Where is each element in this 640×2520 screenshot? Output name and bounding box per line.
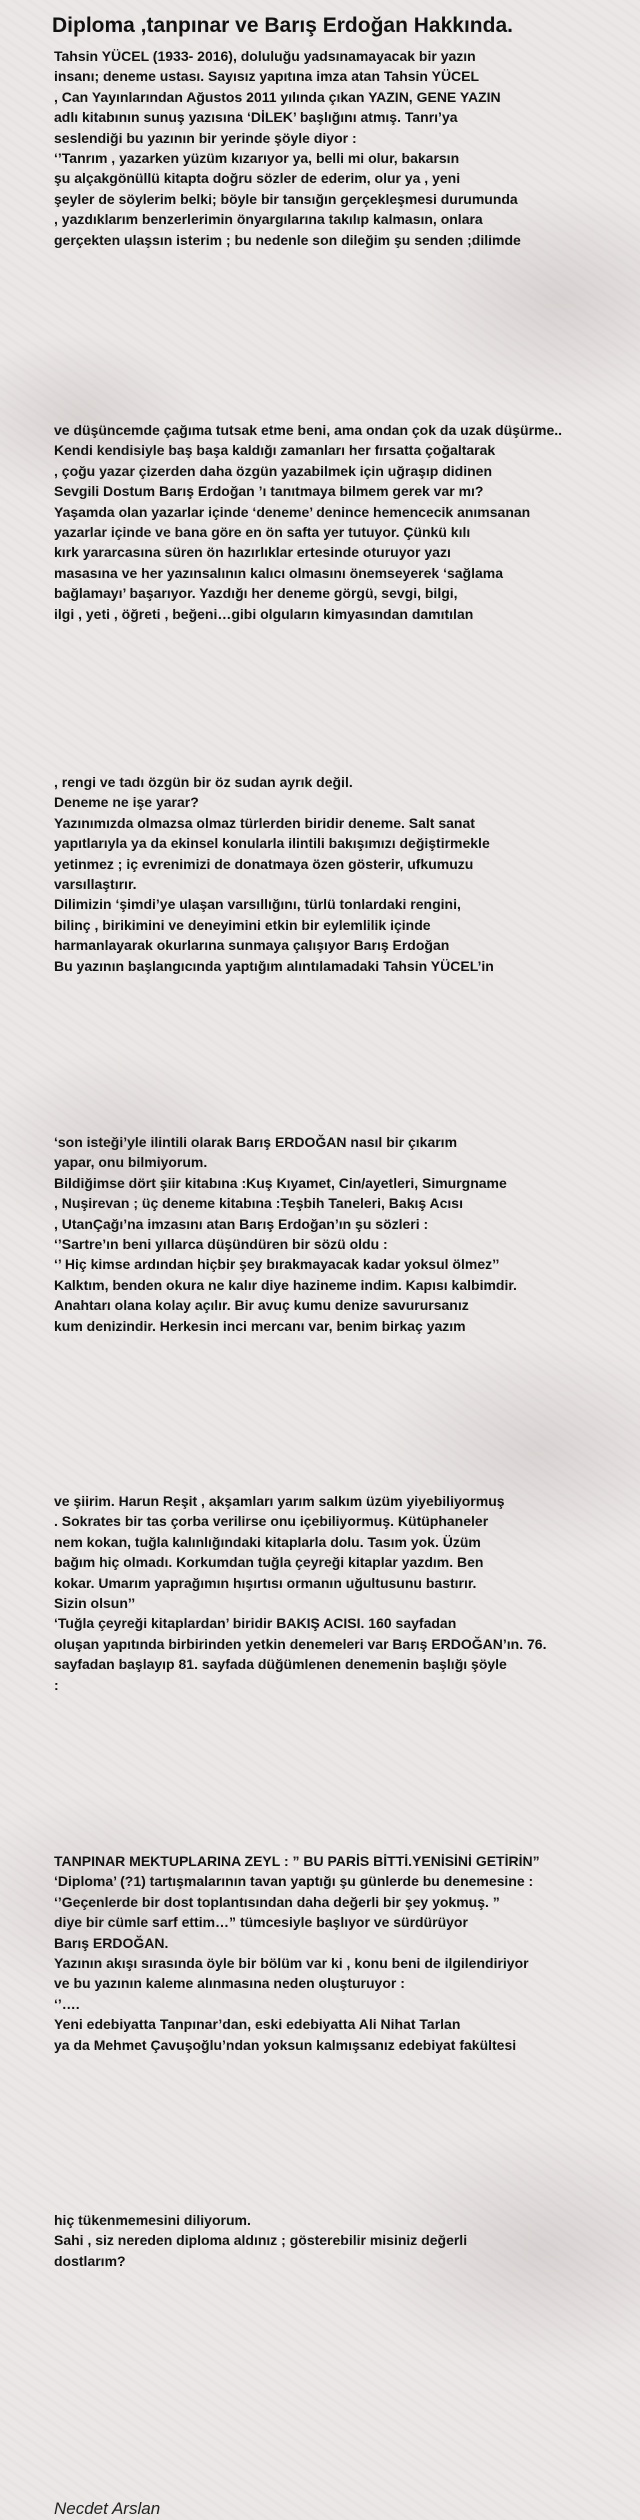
text-line: ve şiirim. Harun Reşit , akşamları yarım salkım üzüm yiyebiliyormuş — [54, 1493, 505, 1509]
text-line: insanı; deneme ustası. Sayısız yapıtına imza atan Tahsin YÜCEL — [54, 68, 480, 85]
text-line: Bu yazının başlangıcında yaptığım alıntılamadaki Tahsin YÜCEL’in — [54, 957, 494, 974]
text-block-5 — [54, 1491, 634, 1695]
text-line: varsıllaştırır. — [54, 876, 137, 893]
text-line: Kendi kendisiyle baş başa kaldığı zamanları her fırsatta çoğaltarak — [54, 442, 496, 459]
text-line: gerçekten ulaşsın isterim ; bu nedenle son dileğim şu senden ;dilimde — [54, 231, 521, 248]
text-line: seslendiği bu yazının bir yerinde şöyle diyor : — [54, 129, 357, 146]
text-block-1 — [54, 46, 634, 250]
text-line: bilinç , birikimini ve deneyimini etkin bir eylemlilik içinde — [54, 916, 431, 933]
text-line: yazarlar içinde ve bana göre en ön safta yer tutuyor. Çünkü kılı — [54, 524, 471, 541]
text-block-2 — [54, 420, 634, 624]
text-line: Sizin olsun’’ — [54, 1595, 136, 1612]
text-line: ‘son isteği’yle ilintili olarak Barış ERDOĞAN nasıl bir çıkarım — [54, 1134, 458, 1150]
text-line: ya da Mehmet Çavuşoğlu’ndan yoksun kalmışsanız edebiyat fakültesi — [54, 2036, 517, 2053]
text-block-4 — [54, 1132, 634, 1336]
text-line: diye bir cümle sarf ettim…” tümcesiyle başlıyor ve sürdürüyor — [54, 1914, 468, 1931]
text-line: , yazdıklarım benzerlerimin önyargılarına takılıp kalmasın, onlara — [54, 211, 483, 228]
text-line: Sevgili Dostum Barış Erdoğan ’ı tanıtmaya bilmem gerek var mı? — [54, 483, 484, 500]
text-line: Kalktım, benden okura ne kalır diye hazineme indim. Kapısı kalbimdir. — [54, 1276, 517, 1293]
text-line: , UtanÇağı’na imzasını atan Barış Erdoğan’ın şu sözleri : — [54, 1215, 429, 1232]
text-line: ‘’Geçenlerde bir dost toplantısından daha değerli bir şey yokmuş. ” — [54, 1893, 500, 1910]
text-line: Dilimizin ‘şimdi’ye ulaşan varsıllığını, türlü tonlardaki rengini, — [54, 896, 461, 913]
text-line: . Sokrates bir tas çorba verilirse onu içebiliyormuş. Kütüphaneler — [54, 1513, 489, 1530]
text-line: kokar. Umarım yaprağımın hışırtısı ormanın uğultusunu bastırır. — [54, 1574, 477, 1591]
text-line: dostlarım? — [54, 2252, 126, 2269]
text-line: ilgi , yeti , öğreti , beğeni…gibi olguların kimyasından damıtılan — [54, 605, 474, 622]
text-line: yapar, onu bilmiyorum. — [54, 1154, 208, 1171]
text-line: Tahsin YÜCEL (1933- 2016), doluluğu yadsınamayacak bir yazın — [54, 48, 476, 64]
text-line: ‘’ Hiç kimse ardından hiçbir şey bırakmayacak kadar yoksul ölmez’’ — [54, 1256, 500, 1273]
text-line: adlı kitabının sunuş yazısına ‘DİLEK’ başlığını atmış. Tanrı’ya — [54, 109, 458, 126]
text-line: , rengi ve tadı özgün bir öz sudan ayrık değil. — [54, 774, 353, 790]
text-line: sayfadan başlayıp 81. sayfada düğümlenen denemenin başlığı şöyle — [54, 1656, 507, 1673]
text-line: yetinmez ; iç evrenimizi de donatmaya özen gösterir, ufkumuzu — [54, 855, 474, 872]
text-line: ve bu yazının kaleme alınmasına neden oluşturuyor : — [54, 1975, 405, 1992]
text-line: ‘’Tanrım , yazarken yüzüm kızarıyor ya, belli mi olur, bakarsın — [54, 150, 460, 167]
text-line: ‘’…. — [54, 1995, 80, 2012]
text-line: ve düşüncemde çağıma tutsak etme beni, ama ondan çok da uzak düşürme.. — [54, 422, 563, 438]
text-line: : — [54, 1676, 59, 1693]
text-line: kum denizindir. Herkesin inci mercanı var, benim birkaç yazım — [54, 1317, 466, 1334]
text-line: Bildiğimse dört şiir kitabına :Kuş Kıyamet, Cin/ayetleri, Simurgname — [54, 1174, 507, 1191]
text-line: ‘Diploma’ (?1) tartışmalarının tavan yaptığı şu günlerde bu denemesine : — [54, 1873, 534, 1890]
text-line: şeyler de söylerim belki; böyle bir tansığın gerçekleşmesi durumunda — [54, 190, 518, 207]
text-line: harmanlayarak okurlarına sunmaya çalışıyor Barış Erdoğan — [54, 937, 450, 954]
text-line: , Nuşirevan ; üç deneme kitabına :Teşbih Taneleri, Bakış Acısı — [54, 1195, 463, 1212]
text-line: ‘Tuğla çeyreği kitaplardan’ biridir BAKIŞ ACISI. 160 sayfadan — [54, 1615, 457, 1632]
text-line: bağım hiç olmadı. Korkumdan tuğla çeyreği kitaplar yazdım. Ben — [54, 1554, 484, 1571]
text-line: oluşan yapıtında birbirinden yetkin denemeleri var Barış ERDOĞAN’ın. 76. — [54, 1635, 547, 1652]
text-line: ‘’Sartre’ın beni yıllarca düşündüren bir sözü oldu : — [54, 1236, 388, 1253]
text-line: Yaşamda olan yazarlar içinde ‘deneme’ denince hemencecik anımsanan — [54, 503, 531, 520]
text-line: Deneme ne işe yarar? — [54, 794, 199, 811]
text-line: nem kokan, tuğla kalınlığındaki kitaplarla dolu. Tasım yok. Üzüm — [54, 1533, 481, 1550]
text-line: hiç tükenmemesini diliyorum. — [54, 2212, 251, 2228]
text-line: Yeni edebiyatta Tanpınar’dan, eski edebiyatta Ali Nihat Tarlan — [54, 2016, 461, 2033]
text-line: , Can Yayınlarından Ağustos 2011 yılında çıkan YAZIN, GENE YAZIN — [54, 88, 501, 105]
text-line: Yazının akışı sırasında öyle bir bölüm var ki , konu beni de ilgilendiriyor — [54, 1955, 529, 1972]
text-line: masasına ve her yazınsalının kalıcı olmasını önemseyerek ‘sağlama — [54, 564, 504, 581]
text-block-3 — [54, 772, 634, 976]
author-signature: Necdet Arslan — [54, 2499, 161, 2518]
text-line: bağlamayı’ başarıyor. Yazdığı her deneme görgü, sevgi, bilgi, — [54, 585, 458, 602]
page-title: Diploma ,tanpınar ve Barış Erdoğan Hakkında. — [52, 14, 513, 37]
text-line: Barış ERDOĞAN. — [54, 1934, 169, 1951]
text-line: yapıtlarıyla ya da ekinsel konularla ilintili bakışımızı değiştirmekle — [54, 835, 490, 852]
text-line: , çoğu yazar çizerden daha özgün yazabilmek için uğraşıp didinen — [54, 462, 492, 479]
text-line: Anahtarı olana kolay açılır. Bir avuç kumu denize savurursanız — [54, 1297, 469, 1314]
text-line: kırk yararcasına süren ön hazırlıklar ertesinde oturuyor yazı — [54, 544, 451, 561]
text-line: şu alçakgönüllü kitapta doğru sözler de ederim, olur ya , yeni — [54, 170, 461, 187]
text-line: Yazınımızda olmazsa olmaz türlerden biridir deneme. Salt sanat — [54, 814, 475, 831]
text-block-7 — [54, 2210, 634, 2271]
text-block-6 — [54, 1851, 634, 2055]
text-line: TANPINAR MEKTUPLARINA ZEYL : ” BU PARİS BİTTİ.YENİSİNİ GETİRİN” — [54, 1853, 540, 1869]
text-line: Sahi , siz nereden diploma aldınız ; gösterebilir misiniz değerli — [54, 2232, 468, 2249]
